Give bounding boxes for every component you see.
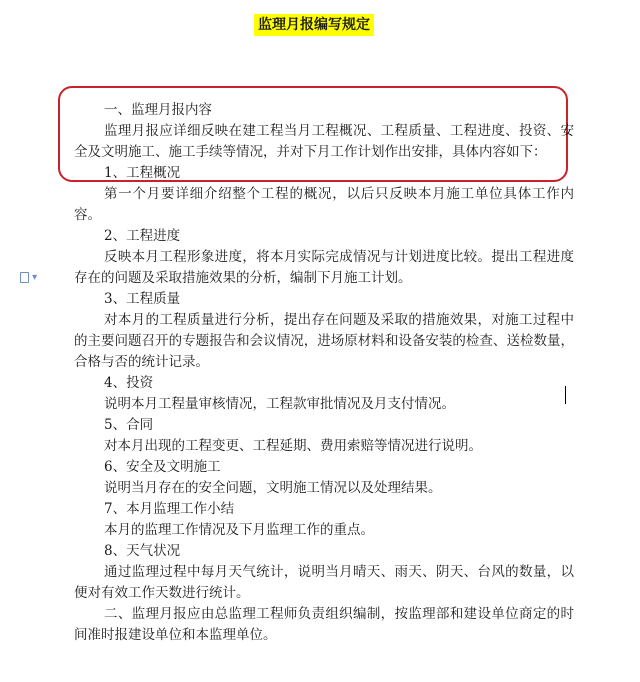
document-title: 监理月报编写规定 (254, 14, 374, 36)
paragraph-text: 监理月报应详细反映在建工程当月工程概况、工程质量、工程进度、投资、安全及文明施工、施工手续等情况，并对下月工作计划作出安排，具体内容如下： (74, 123, 574, 160)
paragraph-text: 说明本月工程量审核情况，工程款审批情况及月支付情况。 (104, 396, 455, 412)
document-body (74, 100, 574, 646)
section-heading: 2、工程进度 (104, 228, 181, 244)
document-icon[interactable]: ▾ (20, 272, 42, 284)
section-heading: 1、工程概况 (104, 165, 181, 181)
paragraph-text: 通过监理过程中每月天气统计，说明当月晴天、雨天、阴天、台风的数量，以便对有效工作天数进行统计。 (74, 564, 574, 601)
section-heading: 4、投资 (104, 375, 154, 391)
paragraph-text: 对本月出现的工程变更、工程延期、费用索赔等情况进行说明。 (104, 438, 482, 454)
section-heading: 3、工程质量 (104, 291, 181, 307)
text-cursor (565, 386, 566, 404)
paragraph-text: 反映本月工程形象进度，将本月实际完成情况与计划进度比较。提出工程进度存在的问题及采取措施效果的分析，编制下月施工计划。 (74, 249, 574, 286)
section-heading: 8、天气状况 (104, 543, 181, 559)
paragraph-text: 本月的监理工作情况及下月监理工作的重点。 (104, 522, 374, 538)
paragraph-text: 说明当月存在的安全问题，文明施工情况以及处理结果。 (104, 480, 442, 496)
section-heading: 6、安全及文明施工 (104, 459, 221, 475)
paragraph-text: 对本月的工程质量进行分析，提出存在问题及采取的措施效果，对施工过程中的主要问题召开的专题报告和会议情况，进场原材料和设备安装的检查、送检数量，合格与否的统计记录。 (74, 312, 574, 370)
section-heading: 7、本月监理工作小结 (104, 501, 235, 517)
section-heading: 一、监理月报内容 (104, 102, 212, 118)
paragraph-text: 第一个月要详细介绍整个工程的概况，以后只反映本月施工单位具体工作内容。 (74, 186, 574, 223)
section-heading: 5、合同 (104, 417, 154, 433)
paragraph-text: 二、监理月报应由总监理工程师负责组织编制，按监理部和建设单位商定的时间准时报建设单位和本监理单位。 (74, 606, 574, 643)
